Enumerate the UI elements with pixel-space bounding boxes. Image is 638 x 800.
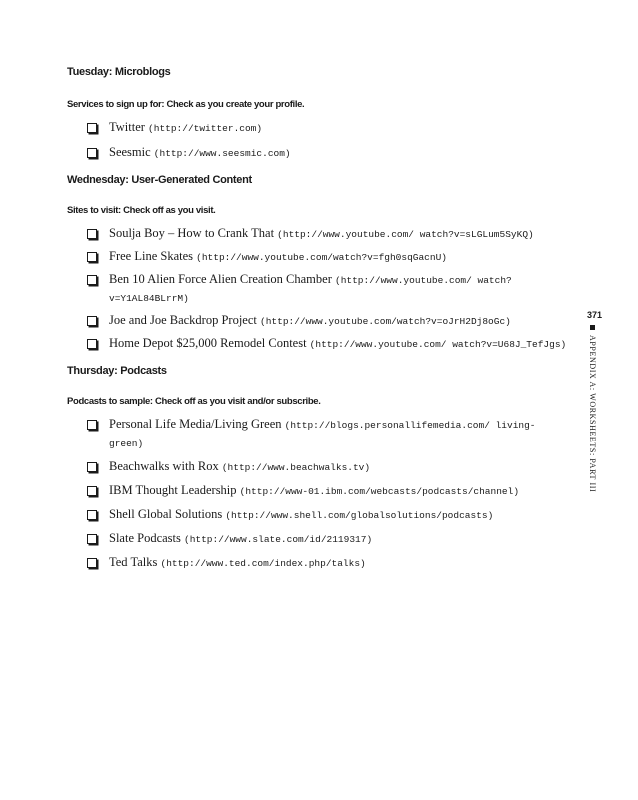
item-url-close: ) [366,534,373,545]
item-url-open: ( [335,275,341,286]
item-url: http://www.youtube.com/watch?v=oJrH2Dj8oGc [265,316,506,327]
checkbox-icon[interactable] [87,123,97,133]
checklist-item [67,482,567,500]
checklist-item [67,506,567,524]
item-url-close: ) [256,123,263,134]
item-url-open: ( [153,148,160,159]
item-title: Soulja Boy – How to Crank That [109,226,275,240]
item-title: Twitter [109,120,145,134]
item-url-open: ( [184,534,190,545]
item-url: http://twitter.com [153,123,257,134]
checklist-item [67,458,567,476]
square-bullet-icon [590,325,595,330]
item-url-close: ) [364,462,371,473]
checkbox-icon[interactable] [87,558,97,568]
item-title: Beachwalks with Rox [109,459,219,473]
checkbox-icon[interactable] [87,420,97,430]
checkbox-icon[interactable] [87,339,97,349]
item-url: http://www.youtube.com/watch?v=fgh0sqGacnU [201,252,442,263]
section-wednesday [67,174,567,353]
checklist-item [67,144,567,162]
item-url-open: ( [239,486,246,497]
item-title: Ben 10 Alien Force Alien Creation Chamber [109,272,332,286]
item-title: Personal Life Media/Living Green [109,417,282,431]
page-number: 371 [587,310,603,320]
item-url: http://www.shell.com/globalsolutions/podcasts [231,510,488,521]
item-url-open: ( [196,252,202,263]
item-url-open: ( [260,316,266,327]
checklist-item [67,248,567,266]
item-url-close: ) [441,252,447,263]
item-url-close: ) [137,438,144,449]
checklist-item [67,530,567,548]
section-instruction: Sites to visit: Check off as you visit. [67,205,216,216]
section-instruction: Podcasts to sample: Check off as you visit and/or subscribe. [67,396,321,407]
item-url: http://www.slate.com/id/2119317 [189,534,367,545]
item-url-close: ) [513,486,520,497]
checklist-item [67,416,567,452]
worksheet-content [67,66,567,572]
item-url-close: ) [560,339,567,350]
item-title: Slate Podcasts [109,531,181,545]
section-instruction: Services to sign up for: Check as you create your profile. [67,99,305,110]
checkbox-icon[interactable] [87,534,97,544]
section-heading: Tuesday: Microblogs [67,66,171,78]
checkbox-icon[interactable] [87,462,97,472]
section-tuesday [67,66,567,162]
item-url-close: ) [183,293,189,304]
item-url-open: ( [277,229,283,240]
item-url-open: ( [160,558,167,569]
checkbox-icon[interactable] [87,252,97,262]
item-title: Shell Global Solutions [109,507,223,521]
section-thursday [67,365,567,572]
item-title: Joe and Joe Backdrop Project [109,313,257,327]
checkbox-icon[interactable] [87,229,97,239]
checklist-item [67,554,567,572]
checkbox-icon[interactable] [87,148,97,158]
checklist-item [67,119,567,137]
section-heading: Thursday: Podcasts [67,365,167,377]
item-title: Ted Talks [109,555,158,569]
checkbox-icon[interactable] [87,510,97,520]
section-heading: Wednesday: User-Generated Content [67,174,252,186]
item-url-open: ( [221,462,228,473]
checkbox-icon[interactable] [87,486,97,496]
item-url: http://www.beachwalks.tv [227,462,365,473]
item-url: http://blogs.personallifemedia.com/ living-green [109,420,536,449]
item-url-open: ( [148,123,154,134]
item-url: http://www-01.ibm.com/webcasts/podcasts/channel [245,486,514,497]
checklist-item [67,335,567,353]
checklist [67,119,567,162]
checkbox-icon[interactable] [87,275,97,285]
item-url-close: ) [487,510,494,521]
item-url-close: ) [360,558,366,569]
item-url-close: ) [284,148,291,159]
item-url: http://www.youtube.com/ watch?v=U68J_TefJgs [315,339,561,350]
item-title: Home Depot $25,000 Remodel Contest [109,336,307,350]
running-head: APPENDIX A: WORKSHEETS: PART III [588,335,597,493]
item-title: Free Line Skates [109,249,194,263]
checkbox-icon[interactable] [87,316,97,326]
checklist-item [67,271,567,307]
item-url-open: ( [225,510,232,521]
item-url-close: ) [505,316,511,327]
item-url: http://www.youtube.com/ watch?v=Y1AL84BLrrM [109,275,512,304]
checklist [67,225,567,353]
checklist [67,416,567,572]
item-url: http://www.youtube.com/ watch?v=sLGLum5SyKQ [282,229,529,240]
item-url: http://www.seesmic.com [159,148,285,159]
item-url-close: ) [528,229,534,240]
item-title: IBM Thought Leadership [109,483,237,497]
checklist-item [67,312,567,330]
item-url-open: ( [309,339,316,350]
page-sidebar [587,310,601,492]
item-url: http://www.ted.com/index.php/talks [166,558,361,569]
item-url-open: ( [284,420,291,431]
checklist-item [67,225,567,243]
item-title: Seesmic [109,145,151,159]
